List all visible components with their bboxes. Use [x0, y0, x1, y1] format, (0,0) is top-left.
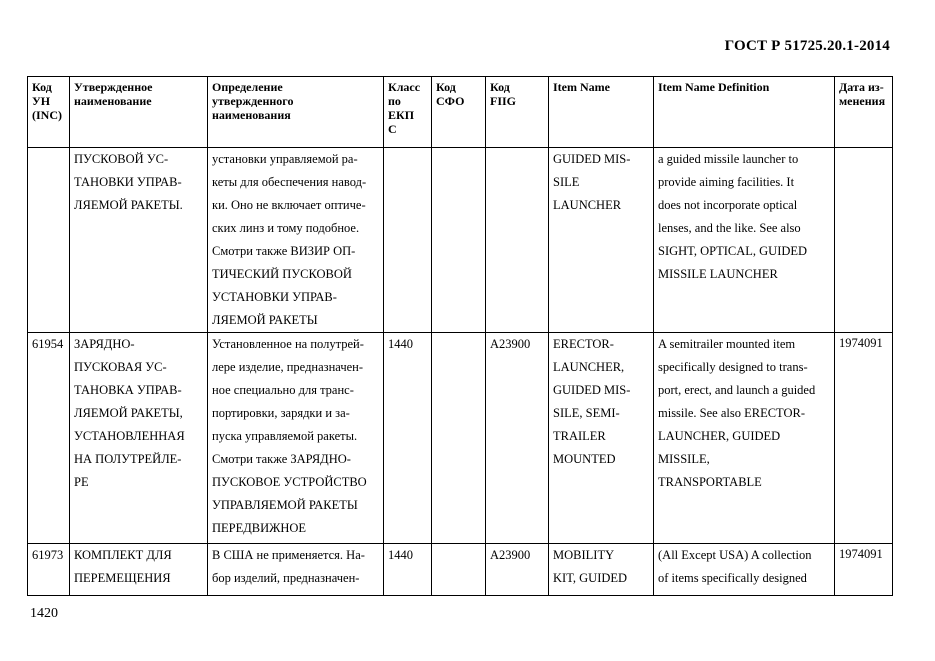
- header-line: Дата из-: [839, 80, 884, 94]
- document-standard-code: ГОСТ Р 51725.20.1-2014: [724, 38, 890, 54]
- cell-line: of items specifically designed: [658, 571, 807, 585]
- header-inc: [28, 77, 70, 148]
- cell-item-name-definition: [654, 148, 835, 333]
- cell-line: MISSILE LAUNCHER: [658, 267, 778, 281]
- cell-line: пуска управляемой ракеты.: [212, 429, 358, 443]
- cell-class: [384, 333, 432, 544]
- cell-line: Установленное на полутрей-: [212, 337, 364, 351]
- cell-line: MOBILITY: [553, 548, 615, 562]
- items-table: [27, 76, 893, 596]
- cell-value: 61954: [32, 337, 64, 351]
- header-item-name: [549, 77, 654, 148]
- cell-line: ТАНОВКА УПРАВ-: [74, 383, 182, 397]
- cell-line: SILE, SEMI-: [553, 406, 620, 420]
- header-line: менения: [839, 94, 886, 108]
- cell-item-name: [549, 148, 654, 333]
- header-definition: [208, 77, 384, 148]
- cell-line: ЗАРЯДНО-: [74, 337, 135, 351]
- cell-line: a guided missile launcher to: [658, 152, 799, 166]
- cell-line: missile. See also ERECTOR-: [658, 406, 805, 420]
- cell-value: 1440: [388, 337, 413, 351]
- cell-approved-name: [70, 148, 208, 333]
- header-item-name-definition: [654, 77, 835, 148]
- cell-line: лере изделие, предназначен-: [212, 360, 364, 374]
- cell-line: ПЕРЕДВИЖНОЕ: [212, 521, 307, 535]
- cell-item-name-definition: [654, 333, 835, 544]
- header-line: Код: [490, 80, 510, 94]
- cell-line: РЕ: [74, 475, 89, 489]
- cell-line: ERECTOR-: [553, 337, 614, 351]
- cell-line: ЛЯЕМОЙ РАКЕТЫ: [212, 313, 318, 327]
- cell-line: УСТАНОВЛЕННАЯ: [74, 429, 185, 443]
- header-line: Item Name Definition: [658, 80, 770, 94]
- cell-line: ПУСКОВОЙ УС-: [74, 152, 169, 166]
- cell-line: SILE: [553, 175, 580, 189]
- header-line: по: [388, 94, 401, 108]
- header-line: Определение: [212, 80, 283, 94]
- cell-line: кеты для обеспечения навод-: [212, 175, 367, 189]
- cell-value: A23900: [490, 548, 531, 562]
- cell-approved-name: [70, 333, 208, 544]
- cell-line: specifically designed to trans-: [658, 360, 808, 374]
- cell-line: В США не применяется. На-: [212, 548, 365, 562]
- cell-line: GUIDED MIS-: [553, 152, 631, 166]
- cell-definition: [208, 333, 384, 544]
- cell-line: ЛЯЕМОЙ РАКЕТЫ.: [74, 198, 183, 212]
- cell-line: LAUNCHER: [553, 198, 622, 212]
- cell-line: ских линз и тому подобное.: [212, 221, 360, 235]
- cell-change-date: [835, 544, 893, 596]
- header-approved-name: [70, 77, 208, 148]
- table-row: [28, 148, 893, 333]
- cell-line: TRANSPORTABLE: [658, 475, 762, 489]
- cell-line: НА ПОЛУТРЕЙЛЕ-: [74, 452, 182, 466]
- cell-value: A23900: [490, 337, 531, 351]
- table-row: [28, 333, 893, 544]
- cell-class: [384, 148, 432, 333]
- header-line: Item Name: [553, 80, 610, 94]
- cell-inc: [28, 544, 70, 596]
- cell-line: LAUNCHER, GUIDED: [658, 429, 781, 443]
- cell-line: ПЕРЕМЕЩЕНИЯ: [74, 571, 171, 585]
- cell-line: TRAILER: [553, 429, 606, 443]
- cell-sfo: [432, 333, 486, 544]
- page-number: 1420: [30, 606, 58, 621]
- header-line: Код: [32, 80, 52, 94]
- cell-sfo: [432, 148, 486, 333]
- cell-line: port, erect, and launch a guided: [658, 383, 816, 397]
- cell-line: Смотри также ЗАРЯДНО-: [212, 452, 351, 466]
- cell-line: ПУСКОВОЕ УСТРОЙСТВО: [212, 475, 367, 489]
- header-line: Класс: [388, 80, 421, 94]
- cell-line: ТАНОВКИ УПРАВ-: [74, 175, 182, 189]
- header-line: (INC): [32, 108, 62, 122]
- cell-line: KIT, GUIDED: [553, 571, 628, 585]
- cell-item-name: [549, 333, 654, 544]
- cell-line: MOUNTED: [553, 452, 616, 466]
- header-class: [384, 77, 432, 148]
- header-line: Утвержденное: [74, 80, 153, 94]
- cell-line: УПРАВЛЯЕМОЙ РАКЕТЫ: [212, 498, 358, 512]
- cell-line: Смотри также ВИЗИР ОП-: [212, 244, 356, 258]
- cell-line: A semitrailer mounted item: [658, 337, 796, 351]
- cell-fiig: [486, 333, 549, 544]
- cell-line: портировки, зарядки и за-: [212, 406, 350, 420]
- cell-line: бор изделий, предназначен-: [212, 571, 360, 585]
- header-line: наименование: [74, 94, 152, 108]
- header-line: ЕКП: [388, 108, 415, 122]
- cell-line: MISSILE,: [658, 452, 710, 466]
- header-fiig: [486, 77, 549, 148]
- cell-line: ПУСКОВАЯ УС-: [74, 360, 167, 374]
- cell-line: ЛЯЕМОЙ РАКЕТЫ,: [74, 406, 183, 420]
- cell-line: ки. Оно не включает оптиче-: [212, 198, 366, 212]
- cell-value: 61973: [32, 548, 64, 562]
- cell-value: 1974091: [839, 547, 883, 561]
- cell-line: does not incorporate optical: [658, 198, 798, 212]
- cell-line: ное специально для транс-: [212, 383, 354, 397]
- header-line: утвержденного: [212, 94, 294, 108]
- cell-change-date: [835, 148, 893, 333]
- cell-line: установки управляемой ра-: [212, 152, 358, 166]
- header-line: СФО: [436, 94, 465, 108]
- table-row: [28, 544, 893, 596]
- cell-line: УСТАНОВКИ УПРАВ-: [212, 290, 337, 304]
- cell-change-date: [835, 333, 893, 544]
- header-sfo: [432, 77, 486, 148]
- header-change-date: [835, 77, 893, 148]
- cell-approved-name: [70, 544, 208, 596]
- cell-value: 1440: [388, 548, 413, 562]
- cell-line: ТИЧЕСКИЙ ПУСКОВОЙ: [212, 267, 352, 281]
- header-line: С: [388, 122, 397, 136]
- cell-definition: [208, 544, 384, 596]
- cell-fiig: [486, 148, 549, 333]
- header-line: Код: [436, 80, 456, 94]
- cell-line: LAUNCHER,: [553, 360, 625, 374]
- cell-item-name-definition: [654, 544, 835, 596]
- header-line: наименования: [212, 108, 291, 122]
- cell-value: 1974091: [839, 336, 883, 350]
- header-line: УН: [32, 94, 51, 108]
- cell-line: SIGHT, OPTICAL, GUIDED: [658, 244, 808, 258]
- cell-definition: [208, 148, 384, 333]
- cell-line: provide aiming facilities. It: [658, 175, 795, 189]
- cell-line: (All Except USA) A collection: [658, 548, 812, 562]
- cell-class: [384, 544, 432, 596]
- header-line: FIIG: [490, 94, 517, 108]
- cell-item-name: [549, 544, 654, 596]
- table-header-row: [28, 77, 893, 148]
- cell-sfo: [432, 544, 486, 596]
- cell-inc: [28, 148, 70, 333]
- cell-line: GUIDED MIS-: [553, 383, 631, 397]
- cell-inc: [28, 333, 70, 544]
- cell-fiig: [486, 544, 549, 596]
- cell-line: КОМПЛЕКТ ДЛЯ: [74, 548, 172, 562]
- cell-line: lenses, and the like. See also: [658, 221, 801, 235]
